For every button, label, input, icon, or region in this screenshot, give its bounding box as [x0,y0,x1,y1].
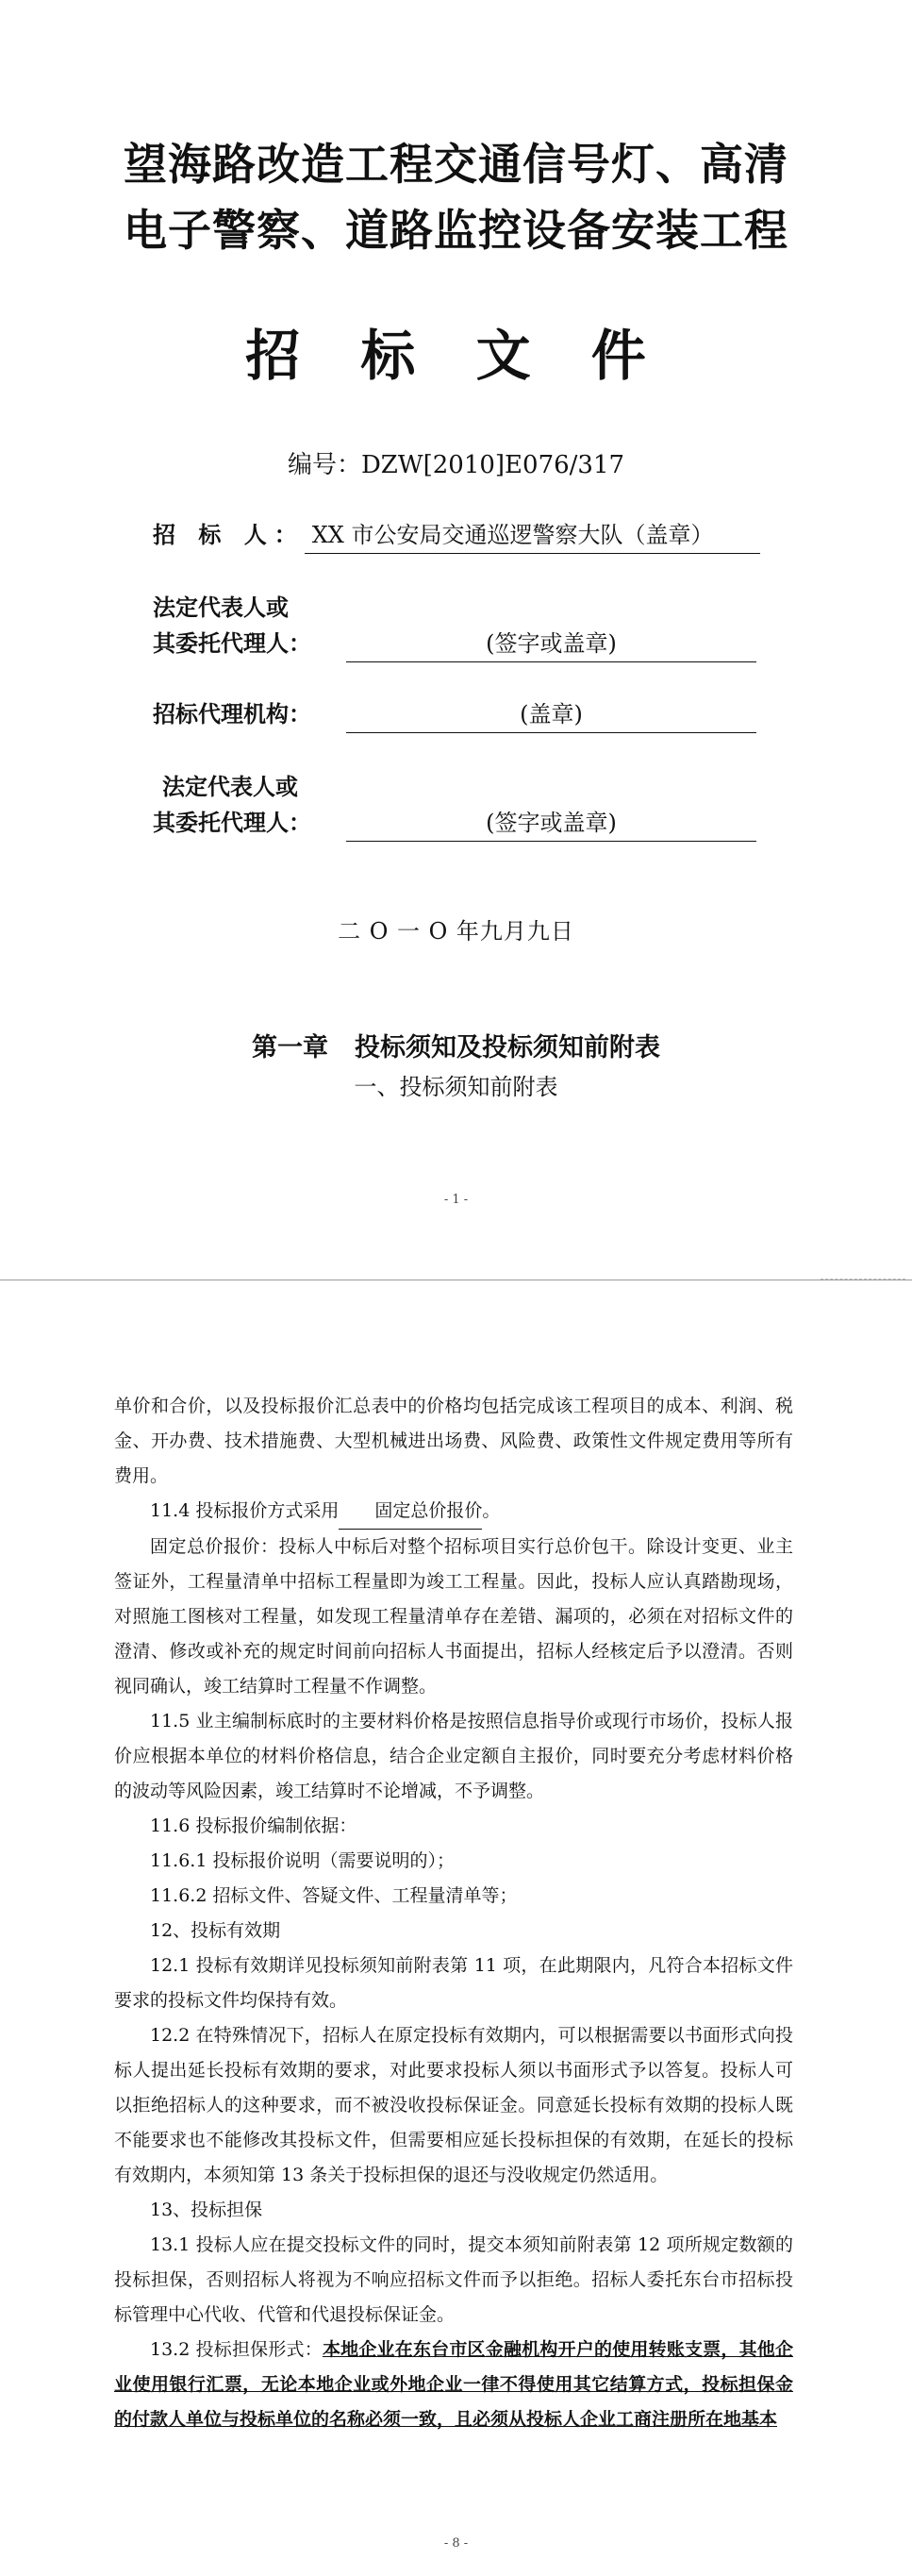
paragraph: 13.1 投标人应在提交投标文件的同时，提交本须知前附表第 12 项所规定数额的投标担保，否则招标人将视为不响应招标文件而予以拒绝。招标人委托东台市招标投标管理中心代收、代管和代退投标保证金。 [114,2234,793,2325]
body-text [114,1389,793,2437]
paragraph: 固定总价报价：投标人中标后对整个招标项目实行总价包干。除设计变更、业主签证外，工程量清单中招标工程量即为竣工工程量。因此，投标人应认真踏勘现场，对照施工图核对工程量，如发现工程量清单存在差错、漏项的，必须在对招标文件的澄清、修改或补充的规定时间前向招标人书面提出，招标人经核定后予以澄清。否则视同确认，竣工结算时工程量不作调整。 [114,1536,793,1697]
section-heading: 12、投标有效期 [150,1920,281,1941]
project-title-line1: 望海路改造工程交通信号灯、高清 [124,139,788,190]
paragraph: 11.6 投标报价编制依据： [150,1815,357,1836]
paragraph-11-4-end: 。 [482,1500,501,1521]
paragraph: 11.6.1 投标报价说明（需要说明的）； [150,1850,455,1871]
legal-rep-1-line2: 其委托代理人： [153,629,311,657]
legal-rep-2-line2: 其委托代理人： [153,809,311,836]
page-1 [0,0,912,1280]
project-title-line2: 电子警察、道路监控设备安装工程 [124,205,788,256]
chapter-title: 投标须知及投标须知前附表 [355,1033,660,1062]
page-divider-dash [821,1279,905,1280]
section-heading: 13、投标担保 [150,2200,263,2220]
paragraph: 12.1 投标有效期详见投标须知前附表第 11 项，在此期限内，凡符合本招标文件要求的投标文件均保持有效。 [114,1955,793,2011]
document-number: 编号：DZW[2010]E076/317 [287,451,625,479]
paragraph-13-2 [114,2333,793,2437]
guarantee-form-emphasis: 本地企业在东台市区金融机构开户的使用转账支票，其他企业使用银行汇票，无论本地企业或外地企业一律不得使用其它结算方式，投标担保金的付款人单位与投标单位的名称必须一致，且必须从投标人企业工商注册所在地基本 [114,2339,793,2430]
issue-date: 二 O 一 O 年九月九日 [338,918,574,945]
paragraph: 11.6.2 招标文件、答疑文件、工程量清单等； [150,1885,518,1906]
pricing-method-blank: 固定总价报价 [339,1494,482,1530]
agency-seal: (盖章) [346,696,756,733]
tenderer-value: XX 市公安局交通巡逻警察大队（盖章） [305,517,760,554]
legal-rep-field-1 [153,590,617,661]
page-number-8: - 8 - [443,2536,469,2551]
chapter-heading [0,1027,912,1063]
tenderer-field [153,517,760,554]
agency-label: 招标代理机构： [153,700,311,728]
paragraph: 11.5 业主编制标底时的主要材料价格是按照信息指导价或现行市场价，投标人报价应根据本单位的材料价格信息，结合企业定额自主报价，同时要充分考虑材料价格的波动等风险因素，竣工结算时不论增减，不予调整。 [114,1711,793,1801]
chapter-number: 第一章 [252,1033,328,1062]
page-number-1: - 1 - [443,1193,469,1207]
paragraph: 12.2 在特殊情况下，招标人在原定投标有效期内，可以根据需要以书面形式向投标人提出延长投标有效期的要求，对此要求投标人须以书面形式予以答复。投标人可以拒绝招标人的这种要求，而不被没收投标保证金。同意延长投标有效期的投标人既不能要求也不能修改其投标文件，但需要相应延长投标担保的有效期，在延长的投标有效期内，本须知第 13 条关于投标担保的退还与没收规定仍然适用。 [114,2025,793,2185]
legal-rep-2-signature: (签字或盖章) [346,805,756,842]
page-8 [0,1281,912,2576]
agency-field [153,696,583,732]
tenderer-label: 招 标 人： [153,521,305,548]
paragraph: 单价和合价，以及投标报价汇总表中的价格均包括完成该工程项目的成本、利润、税金、开办费、技术措施费、大型机械进出场费、风险费、政策性文件规定费用等所有费用。 [114,1396,793,1486]
paragraph-11-4-text: 11.4 投标报价方式采用 [150,1500,340,1521]
legal-rep-field-2 [153,769,617,841]
paragraph-11-4 [114,1494,793,1530]
paragraph-13-2-text: 13.2 投标担保形式： [150,2339,323,2360]
legal-rep-1-line1: 法定代表人或 [153,594,289,621]
document-title: 招 标 文 件 [245,324,667,388]
legal-rep-2-line1: 法定代表人或 [162,773,298,800]
subsection-heading: 一、投标须知前附表 [354,1074,558,1100]
legal-rep-1-signature: (签字或盖章) [346,626,756,662]
